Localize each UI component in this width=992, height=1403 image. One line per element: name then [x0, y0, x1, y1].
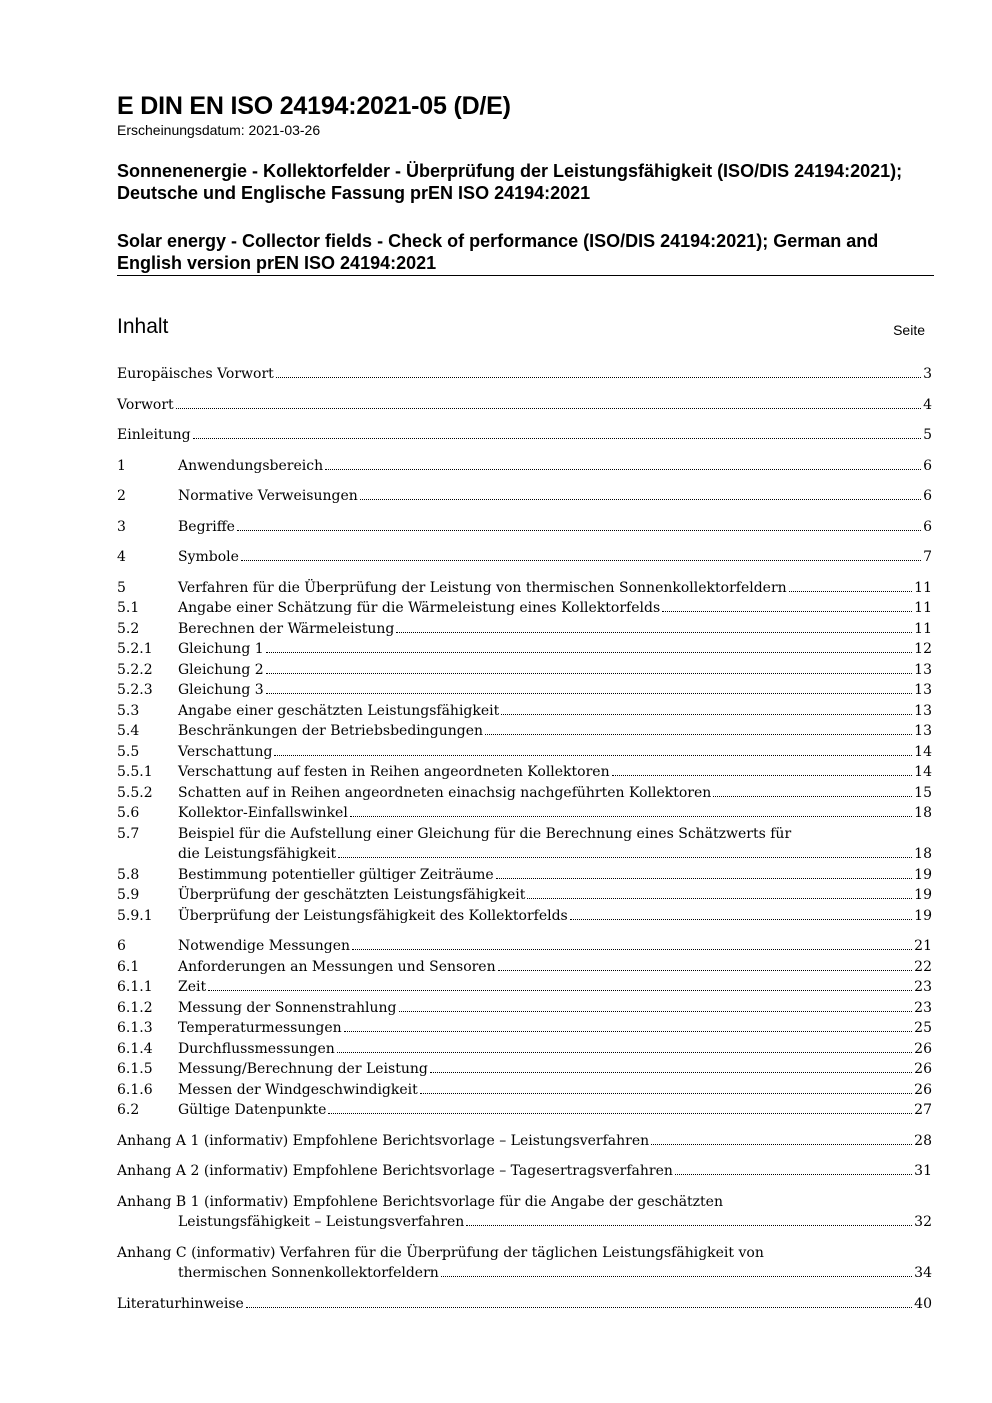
toc-entry-number: 5.7 [117, 825, 140, 842]
toc-entry-number: 5.5.2 [117, 784, 153, 801]
toc-entry-number: 6.1.5 [117, 1061, 153, 1077]
toc-entry-line1 [117, 1192, 932, 1213]
toc-leader-dots [266, 673, 913, 674]
toc-entry-page: 13 [914, 682, 932, 698]
toc-leader-dots [662, 611, 912, 612]
header-divider [117, 275, 934, 276]
toc-entry-page: 15 [914, 784, 932, 801]
toc-entry-label: Anhang A 1 (informativ) Empfohlene Berichtsvorlage – Leistungsverfahren [117, 1132, 650, 1149]
toc-entry-page: 13 [914, 661, 932, 678]
toc-entry-number: 5.2.2 [117, 661, 153, 678]
toc-entry[interactable] [117, 906, 932, 927]
toc-entry[interactable] [117, 1018, 932, 1039]
toc-leader-dots [276, 377, 921, 378]
toc-entry[interactable] [117, 783, 932, 804]
toc-entry-line2 [117, 844, 932, 865]
toc-entry[interactable] [117, 977, 932, 998]
toc-entry-label: Schatten auf in Reihen angeordneten einachsig nachgeführten Kollektoren [178, 784, 712, 801]
toc-entry-page: 11 [914, 600, 932, 616]
toc-entry-page: 7 [923, 549, 932, 565]
toc-entry-page: 22 [914, 958, 932, 975]
toc-entry-label: Anhang B 1 (informativ) Empfohlene Berichtsvorlage für die Angabe der geschätzten [117, 1193, 723, 1210]
toc-entry[interactable] [117, 824, 932, 865]
toc-entry[interactable] [117, 1192, 932, 1233]
subtitle-german: Sonnenenergie - Kollektorfelder - Überprüfung der Leistungsfähigkeit (ISO/DIS 24194:2021); Deutsche und Englische Fassung prEN ISO 24194:2021 [117, 161, 903, 203]
toc-leader-dots [466, 1225, 912, 1226]
toc-entry-line1 [117, 1243, 932, 1264]
toc-entry[interactable] [117, 364, 932, 385]
toc-entry-number: 5.4 [117, 723, 140, 739]
toc-entry[interactable] [117, 936, 932, 957]
toc-entry-label: Berechnen der Wärmeleistung [178, 620, 395, 637]
toc-entry-page: 18 [914, 805, 932, 821]
toc-entry[interactable] [117, 547, 932, 568]
toc-entry-label: Symbole [178, 549, 239, 565]
toc-leader-dots [441, 1276, 912, 1277]
toc-entry[interactable] [117, 1161, 932, 1182]
toc-entry-number: 3 [117, 518, 126, 535]
toc-entry-label: Begriffe [178, 518, 235, 535]
toc-leader-dots [570, 919, 912, 920]
toc-leader-dots [430, 1072, 912, 1073]
toc-entry[interactable] [117, 680, 932, 701]
toc-entry-label-continued: die Leistungsfähigkeit [178, 846, 337, 862]
toc-entry-page: 13 [914, 723, 932, 739]
toc-heading: Inhalt [117, 315, 169, 338]
toc-entry[interactable] [117, 998, 932, 1019]
toc-leader-dots [420, 1093, 912, 1094]
toc-entry-page: 26 [914, 1061, 932, 1077]
toc-entry-label: Anforderungen an Messungen und Sensoren [178, 958, 496, 975]
toc-leader-dots [396, 632, 912, 633]
toc-leader-dots [527, 898, 912, 899]
toc-entry-page: 21 [914, 938, 932, 954]
toc-leader-dots [237, 530, 921, 531]
toc-entry-page: 18 [914, 846, 932, 862]
toc-leader-dots [246, 1307, 912, 1308]
toc-entry[interactable] [117, 1100, 932, 1121]
toc-entry-page: 13 [914, 702, 932, 719]
toc-leader-dots [176, 408, 921, 409]
toc-entry-number: 5.8 [117, 866, 140, 883]
toc-entry-label: Gleichung 3 [178, 682, 264, 698]
toc-entry-label-continued: thermischen Sonnenkollektorfeldern [178, 1265, 439, 1281]
toc-entry-label: Anhang C (informativ) Verfahren für die Überprüfung der täglichen Leistungsfähigkeit von [117, 1244, 764, 1261]
toc-entry-number: 6 [117, 938, 126, 954]
toc-entry-page: 3 [923, 366, 932, 382]
toc-entry-label: Gültige Datenpunkte [178, 1102, 327, 1118]
toc-leader-dots [338, 857, 912, 858]
toc-entry-label: Notwendige Messungen [178, 938, 351, 954]
toc-entry-label: Literaturhinweise [117, 1295, 244, 1312]
toc-entry-label: Messen der Windgeschwindigkeit [178, 1081, 418, 1098]
toc-entry-number: 6.1 [117, 958, 140, 975]
document-title: E DIN EN ISO 24194:2021-05 (D/E) [117, 92, 511, 120]
toc-entry-page: 26 [914, 1081, 932, 1098]
toc-entry[interactable] [117, 742, 932, 763]
toc-leader-dots [501, 714, 912, 715]
toc-entry-line2 [117, 1263, 932, 1284]
toc-entry[interactable] [117, 619, 932, 640]
toc-entry-label: Anhang A 2 (informativ) Empfohlene Berichtsvorlage – Tagesertragsverfahren [117, 1163, 673, 1179]
toc-entry-number: 5.2 [117, 620, 140, 637]
toc-entry-page: 4 [923, 396, 932, 413]
toc-entry[interactable] [117, 598, 932, 619]
toc-entry-number: 6.1.4 [117, 1040, 153, 1057]
toc-entry[interactable] [117, 395, 932, 416]
toc-entry[interactable] [117, 762, 932, 783]
toc-entry[interactable] [117, 957, 932, 978]
toc-entry-label: Einleitung [117, 427, 191, 443]
toc-leader-dots [399, 1011, 913, 1012]
toc-entry-page: 19 [914, 907, 932, 924]
toc-entry-page: 6 [923, 488, 932, 504]
toc-entry-number: 1 [117, 457, 126, 474]
toc-leader-dots [266, 652, 913, 653]
toc-leader-dots [612, 775, 913, 776]
toc-entry-number: 5.3 [117, 702, 140, 719]
toc-leader-dots [325, 469, 921, 470]
toc-entry-label: Europäisches Vorwort [117, 366, 274, 382]
toc-entry[interactable] [117, 425, 932, 446]
toc-entry-label-continued: Leistungsfähigkeit – Leistungsverfahren [178, 1214, 465, 1230]
toc-entry-label: Angabe einer Schätzung für die Wärmeleistung eines Kollektorfelds [178, 600, 661, 616]
toc-leader-dots [208, 990, 912, 991]
toc-entry-label: Zeit [178, 979, 207, 995]
toc-leader-dots [337, 1052, 912, 1053]
toc-entry-number: 6.1.2 [117, 999, 153, 1016]
toc-entry-page: 23 [914, 999, 932, 1016]
toc-entry-label: Messung der Sonnenstrahlung [178, 999, 397, 1016]
toc-entry-number: 6.2 [117, 1102, 140, 1118]
toc-leader-dots [675, 1174, 912, 1175]
subtitle-english: Solar energy - Collector fields - Check of performance (ISO/DIS 24194:2021); German and English version prEN ISO 24194:2021 [117, 231, 879, 273]
toc-entry[interactable] [117, 578, 932, 599]
toc-entry[interactable] [117, 885, 932, 906]
toc-entry[interactable] [117, 486, 932, 507]
toc-entry-page: 5 [923, 427, 932, 443]
toc-entry-number: 5.9 [117, 887, 140, 903]
toc-entry-page: 32 [914, 1214, 932, 1230]
toc-entry-number: 5.5 [117, 743, 140, 760]
toc-entry-page: 28 [914, 1132, 932, 1149]
toc-entry-label: Verschattung [178, 743, 273, 760]
toc-entry-label: Kollektor-Einfallswinkel [178, 805, 348, 821]
toc-leader-dots [713, 796, 912, 797]
toc-entry-page: 26 [914, 1040, 932, 1057]
toc-leader-dots [241, 560, 921, 561]
toc-entry-label: Anwendungsbereich [178, 457, 324, 474]
toc-entry-label: Durchflussmessungen [178, 1040, 335, 1057]
toc-entry-page: 25 [914, 1020, 932, 1036]
toc-entry[interactable] [117, 660, 932, 681]
toc-leader-dots [485, 734, 912, 735]
toc-entry[interactable] [117, 639, 932, 660]
toc-entry[interactable] [117, 1131, 932, 1152]
toc-entry-page: 27 [914, 1102, 932, 1118]
toc-entry-page: 19 [914, 866, 932, 883]
toc-leader-dots [651, 1144, 912, 1145]
toc-leader-dots [266, 693, 913, 694]
toc-entry-number: 6.1.3 [117, 1020, 153, 1036]
toc-entry-number: 5.1 [117, 600, 140, 616]
toc-entry[interactable] [117, 721, 932, 742]
toc-entry-line1 [117, 824, 932, 845]
toc-leader-dots [789, 591, 913, 592]
toc-entry-page: 6 [923, 518, 932, 535]
toc-entry-label: Temperaturmessungen [178, 1020, 342, 1036]
toc-entry-label: Beispiel für die Aufstellung einer Gleichung für die Berechnung eines Schätzwerts für [178, 825, 792, 842]
toc-entry[interactable] [117, 1080, 932, 1101]
toc-entry-label: Angabe einer geschätzten Leistungsfähigkeit [178, 702, 500, 719]
toc-entry-label: Gleichung 1 [178, 641, 264, 657]
toc-entry-label: Verschattung auf festen in Reihen angeordneten Kollektoren [178, 764, 610, 780]
toc-entry-page: 14 [914, 743, 932, 760]
toc-entry-number: 2 [117, 488, 126, 504]
toc-entry-page: 14 [914, 764, 932, 780]
toc-entry[interactable] [117, 865, 932, 886]
toc-entry-label: Verfahren für die Überprüfung der Leistung von thermischen Sonnenkollektorfeldern [178, 579, 787, 596]
toc-entry-page: 19 [914, 887, 932, 903]
toc-entry-label: Gleichung 2 [178, 661, 264, 678]
publication-date: Erscheinungsdatum: 2021-03-26 [117, 122, 321, 138]
toc-entry[interactable] [117, 701, 932, 722]
toc-entry-label: Bestimmung potentieller gültiger Zeiträume [178, 866, 494, 883]
table-of-contents [117, 364, 932, 1314]
toc-entry-number: 5.2.3 [117, 682, 153, 698]
toc-entry-number: 5.2.1 [117, 641, 153, 657]
toc-entry-page: 34 [914, 1265, 932, 1281]
toc-entry-page: 40 [914, 1295, 932, 1312]
toc-entry[interactable] [117, 1059, 932, 1080]
toc-entry-label: Messung/Berechnung der Leistung [178, 1061, 428, 1077]
toc-entry[interactable] [117, 803, 932, 824]
toc-entry-label: Vorwort [117, 396, 174, 413]
toc-entry-number: 5.6 [117, 805, 140, 821]
toc-entry[interactable] [117, 1243, 932, 1284]
toc-entry-number: 4 [117, 549, 126, 565]
toc-leader-dots [193, 438, 922, 439]
toc-entry-page: 31 [914, 1163, 932, 1179]
toc-entry-line2 [117, 1212, 932, 1233]
toc-leader-dots [328, 1113, 912, 1114]
toc-entry-label: Beschränkungen der Betriebsbedingungen [178, 723, 484, 739]
toc-entry-number: 5 [117, 579, 126, 596]
toc-entry-page: 11 [914, 579, 932, 596]
toc-entry-label: Überprüfung der Leistungsfähigkeit des Kollektorfelds [178, 907, 568, 924]
toc-entry[interactable] [117, 1294, 932, 1315]
toc-entry-number: 5.9.1 [117, 907, 153, 924]
toc-entry-page: 12 [914, 641, 932, 657]
toc-entry-page: 11 [914, 620, 932, 637]
toc-leader-dots [344, 1031, 913, 1032]
toc-leader-dots [498, 970, 913, 971]
toc-entry[interactable] [117, 517, 932, 538]
toc-page-heading: Seite [893, 322, 925, 338]
toc-entry-label: Normative Verweisungen [178, 488, 358, 504]
toc-entry-number: 5.5.1 [117, 764, 153, 780]
toc-entry-number: 6.1.6 [117, 1081, 153, 1098]
toc-leader-dots [274, 755, 912, 756]
toc-leader-dots [496, 878, 913, 879]
toc-entry[interactable] [117, 1039, 932, 1060]
toc-leader-dots [352, 949, 912, 950]
toc-entry-page: 23 [914, 979, 932, 995]
toc-entry-number: 6.1.1 [117, 979, 153, 995]
toc-entry-label: Überprüfung der geschätzten Leistungsfähigkeit [178, 887, 526, 903]
toc-entry-page: 6 [923, 457, 932, 474]
toc-leader-dots [360, 499, 921, 500]
toc-leader-dots [350, 816, 912, 817]
toc-entry[interactable] [117, 456, 932, 477]
